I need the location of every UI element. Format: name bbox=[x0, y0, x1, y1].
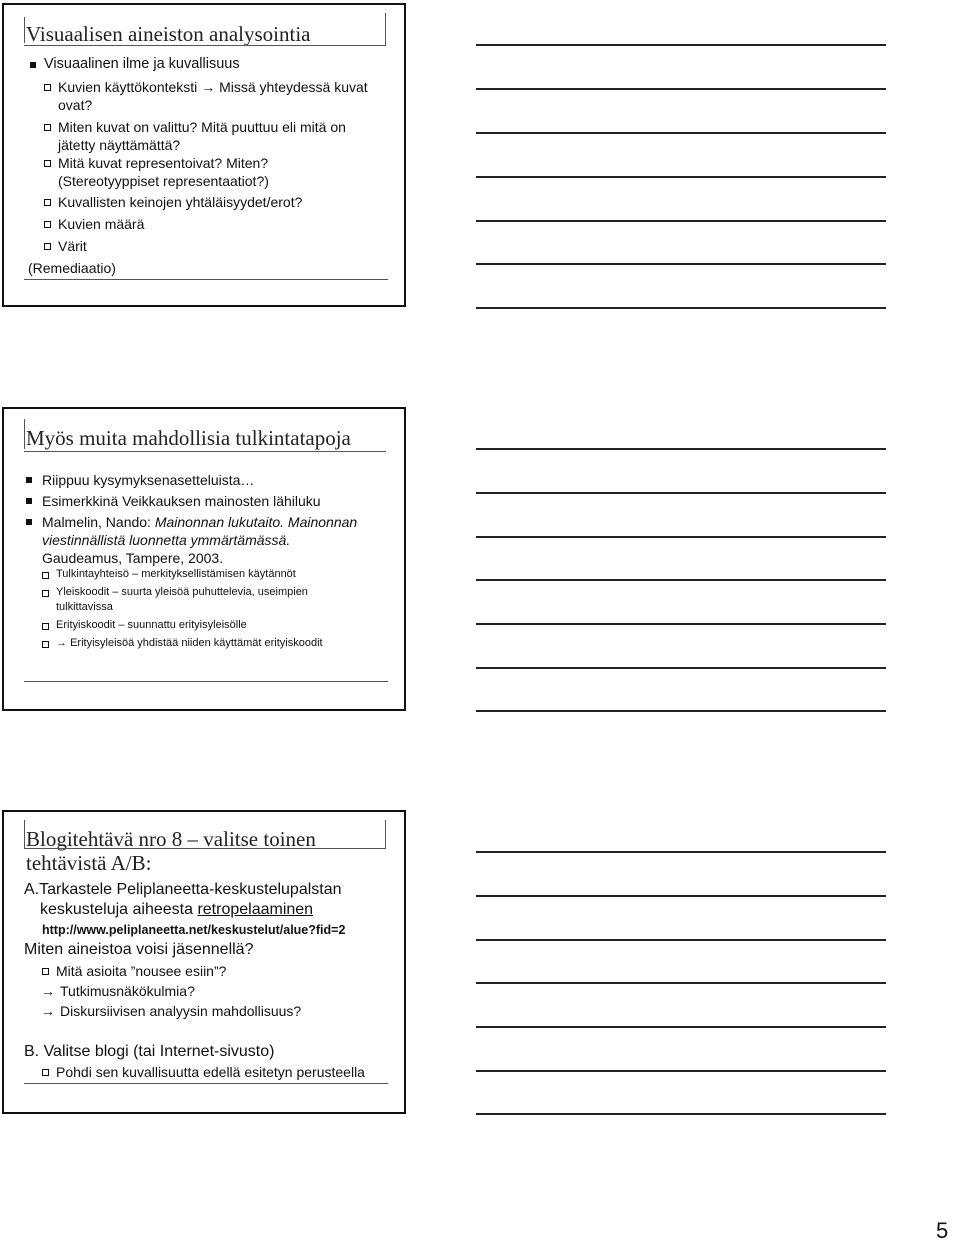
arrow-icon: → bbox=[56, 637, 67, 649]
slide-2 bbox=[2, 407, 406, 711]
title-accent-line bbox=[24, 17, 25, 43]
slide-title: Blogitehtävä nro 8 – valitse toinen bbox=[26, 827, 316, 851]
sub-bullet-text: ovat? bbox=[58, 97, 93, 113]
arrow-icon: → bbox=[41, 1003, 55, 1019]
bullet-text: viestinnällistä luonnetta ymmärtämässä. bbox=[42, 532, 291, 548]
title-accent-line bbox=[24, 820, 25, 848]
note-line bbox=[476, 220, 886, 222]
sub-bullet-text: Mitä asioita ”nousee esiin”? bbox=[56, 963, 227, 979]
note-line bbox=[476, 1070, 886, 1072]
sub-bullet-text: (Stereotyyppiset representaatiot?) bbox=[58, 173, 269, 189]
checkbox-bullet-icon bbox=[42, 572, 49, 579]
note-line bbox=[476, 448, 886, 450]
note-line bbox=[476, 667, 886, 669]
slide-bottom-rule bbox=[24, 681, 388, 682]
slide-bottom-rule bbox=[24, 1083, 388, 1084]
slide-title: tehtävistä A/B: bbox=[26, 851, 152, 875]
checkbox-bullet-icon bbox=[44, 243, 51, 250]
sub-bullet-text: Yleiskoodit – suurta yleisöä puhuttelevia, useimpien bbox=[56, 586, 308, 598]
square-bullet-icon bbox=[26, 498, 32, 504]
note-line bbox=[476, 536, 886, 538]
note-line bbox=[476, 982, 886, 984]
note-line bbox=[476, 492, 886, 494]
checkbox-bullet-icon bbox=[44, 160, 51, 167]
note-line bbox=[476, 710, 886, 712]
bullet-text: Gaudeamus, Tampere, 2003. bbox=[42, 550, 224, 566]
note-line bbox=[476, 1026, 886, 1028]
title-accent-line bbox=[385, 13, 386, 45]
sub-bullet-text: jätetty näyttämättä? bbox=[58, 137, 181, 153]
task-a-text: keskusteluja aiheesta retropelaaminen bbox=[40, 901, 314, 918]
task-a-text: A.Tarkastele Peliplaneetta-keskustelupalstan bbox=[24, 881, 342, 898]
sub-bullet-text: Kuvien käyttökonteksti → Missä yhteydessä kuvat bbox=[58, 79, 368, 95]
bullet-text: Esimerkkinä Veikkauksen mainosten lähiluku bbox=[42, 493, 321, 509]
square-bullet-icon bbox=[26, 477, 32, 483]
note-line bbox=[476, 263, 886, 265]
bullet-text: Malmelin, Nando: Mainonnan lukutaito. Mainonnan bbox=[42, 514, 358, 530]
note-line bbox=[476, 851, 886, 853]
checkbox-bullet-icon bbox=[42, 968, 49, 975]
note-line bbox=[476, 1113, 886, 1115]
sub-bullet-text: Kuvien määrä bbox=[58, 216, 145, 232]
title-underline bbox=[24, 45, 386, 46]
sub-bullet-text: Miten kuvat on valittu? Mitä puuttuu eli mitä on bbox=[58, 119, 346, 135]
title-underline bbox=[24, 848, 386, 849]
checkbox-bullet-icon bbox=[42, 590, 49, 597]
arrow-icon: → bbox=[41, 983, 55, 999]
slide-title: Visuaalisen aineiston analysointia bbox=[26, 22, 311, 46]
sub-bullet-text: tulkittavissa bbox=[56, 601, 113, 613]
square-bullet-icon bbox=[26, 519, 32, 525]
checkbox-bullet-icon bbox=[44, 124, 51, 131]
sub-bullet-text: Erityiskoodit – suunnattu erityisyleisölle bbox=[56, 619, 247, 631]
question-text: Miten aineistoa voisi jäsennellä? bbox=[24, 941, 254, 958]
sub-bullet-text: Mitä kuvat representoivat? Miten? bbox=[58, 155, 269, 171]
slide-3 bbox=[2, 810, 406, 1114]
plain-text: (Remediaatio) bbox=[28, 260, 116, 276]
sub-bullet-text: Pohdi sen kuvallisuutta edellä esitetyn perusteella bbox=[56, 1064, 365, 1080]
title-accent-line bbox=[385, 820, 386, 848]
note-line bbox=[476, 579, 886, 581]
checkbox-bullet-icon bbox=[44, 221, 51, 228]
sub-bullet-text: Diskursiivisen analyysin mahdollisuus? bbox=[60, 1003, 302, 1019]
checkbox-bullet-icon bbox=[42, 1069, 49, 1076]
square-bullet-icon bbox=[30, 62, 36, 68]
title-accent-line bbox=[24, 419, 25, 449]
bullet-text: Riippuu kysymyksenasetteluista… bbox=[42, 472, 255, 488]
title-underline bbox=[24, 451, 386, 452]
forum-url-link[interactable]: http://www.peliplaneetta.net/keskustelut/alue?fid=2 bbox=[42, 923, 346, 937]
note-line bbox=[476, 132, 886, 134]
arrow-icon: → bbox=[201, 79, 216, 95]
note-line bbox=[476, 307, 886, 309]
checkbox-bullet-icon bbox=[42, 623, 49, 630]
topic-link[interactable]: retropelaaminen bbox=[197, 901, 314, 918]
sub-bullet-text: Värit bbox=[58, 238, 87, 254]
slide-1 bbox=[2, 3, 406, 307]
note-line bbox=[476, 623, 886, 625]
checkbox-bullet-icon bbox=[44, 84, 51, 91]
slide-bottom-rule bbox=[24, 279, 388, 280]
note-line bbox=[476, 176, 886, 178]
slide-title: Myös muita mahdollisia tulkintatapoja bbox=[26, 426, 351, 450]
note-line bbox=[476, 44, 886, 46]
checkbox-bullet-icon bbox=[42, 641, 49, 648]
sub-bullet-text: Kuvallisten keinojen yhtäläisyydet/erot? bbox=[58, 194, 303, 210]
checkbox-bullet-icon bbox=[44, 199, 51, 206]
bullet-text: Visuaalinen ilme ja kuvallisuus bbox=[44, 56, 240, 72]
note-line bbox=[476, 895, 886, 897]
sub-bullet-text: → Erityisyleisöä yhdistää niiden käyttämät erityiskoodit bbox=[56, 637, 323, 649]
sub-bullet-text: Tutkimusnäkökulmia? bbox=[60, 983, 195, 999]
sub-bullet-text: Tulkintayhteisö – merkityksellistämisen käytännöt bbox=[56, 568, 296, 580]
note-line bbox=[476, 939, 886, 941]
note-line bbox=[476, 88, 886, 90]
page-number: 5 bbox=[936, 1218, 949, 1243]
task-b-text: B. Valitse blogi (tai Internet-sivusto) bbox=[24, 1043, 275, 1060]
